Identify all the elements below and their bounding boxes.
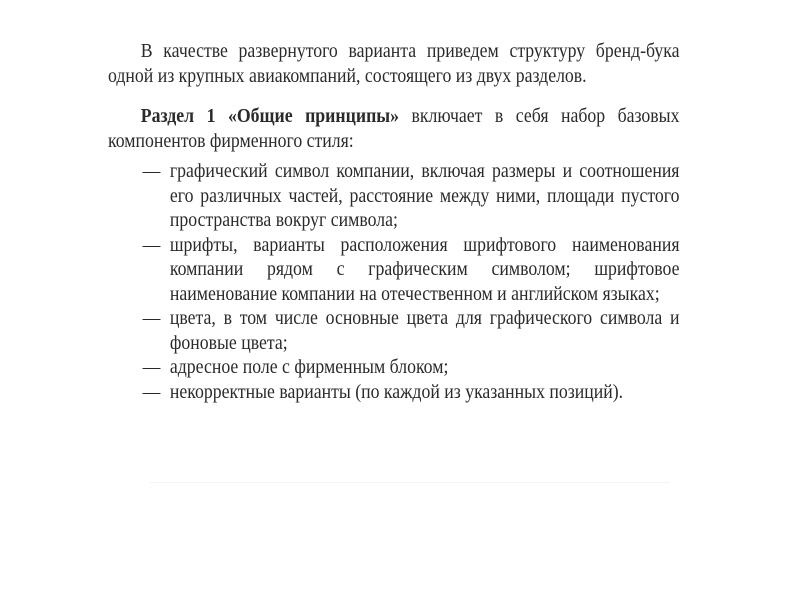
- list-item-text: шрифты, варианты расположения шрифтового наименования компании рядом с графическим символом; шрифтовое наименование компании на отечественном и английском языках;: [169, 234, 680, 305]
- list-item: [108, 234, 679, 308]
- dash-marker: —: [142, 161, 161, 182]
- scan-bottom-edge: [150, 482, 670, 483]
- list-item: [108, 381, 679, 406]
- text-block: [108, 40, 679, 405]
- section-1-description: включает в себя набор базовых компонентов фирменного стиля:: [108, 106, 680, 152]
- list-item: [108, 307, 679, 356]
- dash-marker: —: [142, 308, 161, 329]
- list-item: [108, 160, 679, 234]
- section-1-paragraph: [108, 105, 679, 154]
- section-1-heading: Раздел 1 «Общие принципы»: [140, 106, 400, 127]
- list-item-text: цвета, в том числе основные цвета для графического символа и фоновые цвета;: [169, 308, 680, 354]
- list-item: [108, 356, 679, 381]
- intro-paragraph: В качестве развернутого варианта приведем структуру бренд-бука одной из крупных авиакомпаний, состоящего из двух разделов.: [108, 41, 680, 87]
- dash-marker: —: [142, 234, 161, 256]
- components-list: [108, 160, 679, 405]
- list-item-text: некорректные варианты (по каждой из указанных позиций).: [169, 381, 624, 403]
- dash-marker: —: [142, 381, 161, 403]
- list-item-text: адресное поле с фирменным блоком;: [169, 357, 449, 378]
- list-item-text: графический символ компании, включая размеры и соотношения его различных частей, расстояние между ними, площади пустого пространства вокруг символа;: [169, 161, 680, 231]
- dash-marker: —: [142, 357, 161, 378]
